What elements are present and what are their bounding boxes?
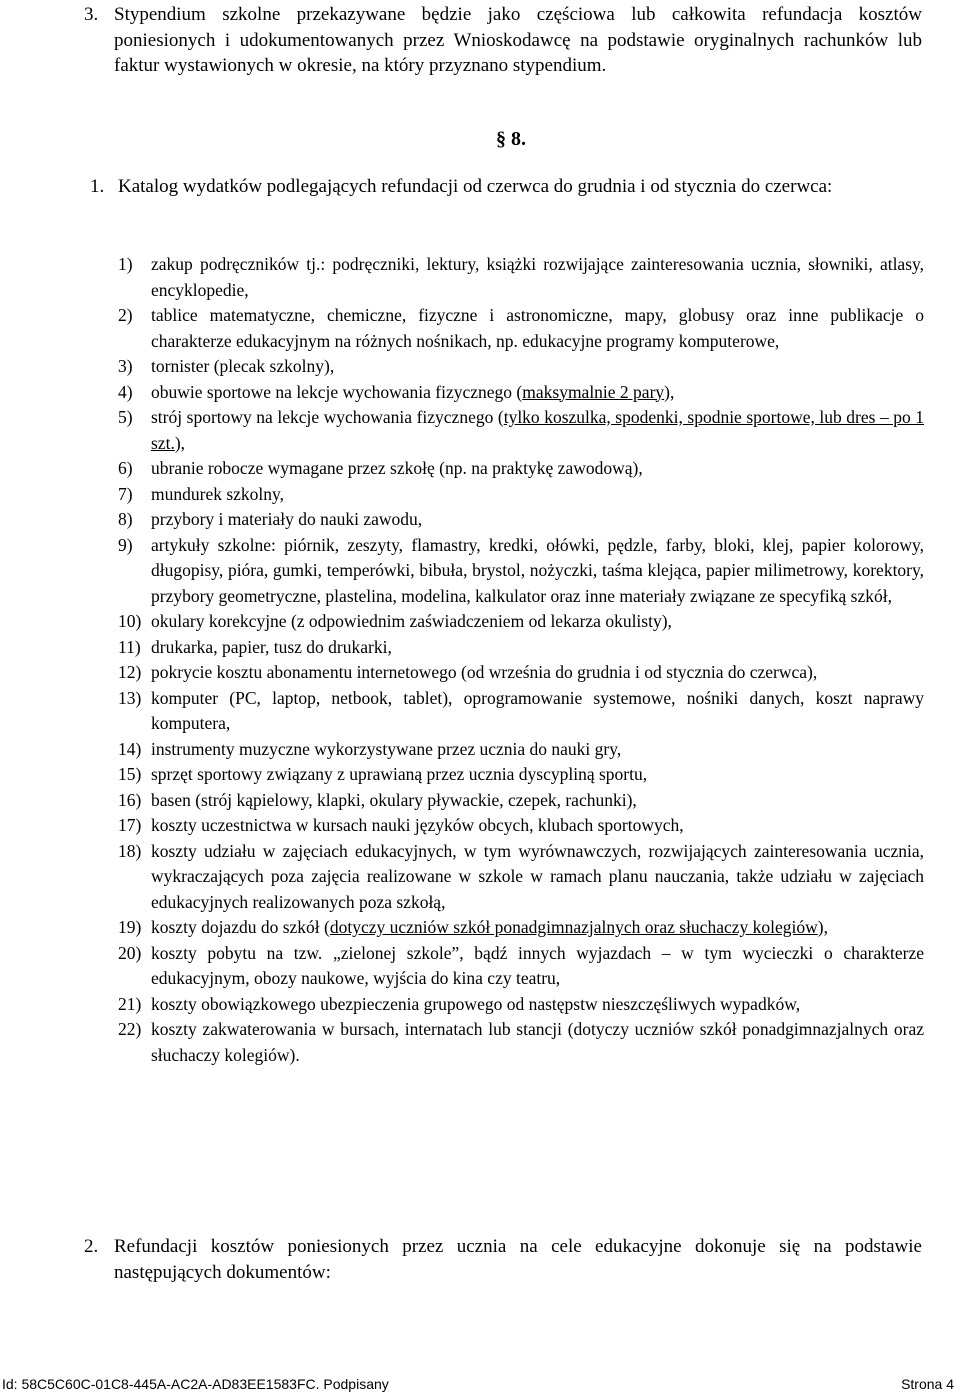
list-item	[118, 405, 924, 456]
list-item-number: 9)	[118, 534, 133, 555]
list-item	[118, 762, 924, 788]
list-item-number: 21)	[118, 993, 142, 1014]
list-item	[118, 839, 924, 916]
list-item	[118, 686, 924, 737]
list-item-number: 4)	[118, 381, 133, 402]
section-heading-label: § 8.	[496, 128, 526, 150]
list-item	[118, 354, 924, 380]
list-item-text: sprzęt sportowy związany z uprawianą przez ucznia dyscypliną sportu,	[151, 764, 648, 784]
list-item	[118, 788, 924, 814]
document-id: Id: 58C5C60C-01C8-445A-AC2A-AD83EE1583FC. Podpisany	[2, 1376, 389, 1392]
list-item	[118, 737, 924, 763]
list-item-text: koszty dojazdu do szkół (	[151, 917, 330, 937]
list-item-text: drukarka, papier, tusz do drukarki,	[151, 636, 392, 657]
list-item-text: koszty zakwaterowania w bursach, internatach lub stancji (dotyczy uczniów szkół ponadgimnazjalnych oraz słuchaczy kolegiów).	[151, 1019, 924, 1065]
list-item	[118, 915, 924, 941]
list-item	[118, 941, 924, 992]
list-item	[118, 813, 924, 839]
list-item-number: 1)	[118, 254, 133, 274]
list-item-number: 10)	[118, 611, 142, 631]
list-item-number: 3)	[118, 356, 133, 376]
list-item-text: pokrycie kosztu abonamentu internetowego (od września do grudnia i od stycznia do czerwca),	[151, 662, 818, 682]
list-item	[118, 252, 924, 303]
para-3-text: Stypendium szkolne przekazywane będzie jako częściowa lub całkowita refundacja kosztów poniesionych i udokumentowanych przez Wnioskodawcę na podstawie oryginalnych rachunków lub faktur wystawionych w okresie, na który przyznano stypendium.	[114, 4, 922, 76]
list-item-number: 7)	[118, 483, 133, 504]
list-item-number: 18)	[118, 840, 142, 861]
list-item	[118, 507, 924, 533]
list-item-text: basen (strój kąpielowy, klapki, okulary pływackie, czepek, rachunki),	[151, 789, 637, 810]
list-item-text: instrumenty muzyczne wykorzystywane przez ucznia do nauki gry,	[151, 738, 622, 759]
list-item-text: artykuły szkolne: piórnik, zeszyty, flamastry, kredki, ołówki, pędzle, farby, bloki, klej, papier kolorowy, długopisy, pióra, gumki, temperówki, bibuła, brystol, nożyczki, taśma klejąca, papier milimetrowy, korektory, przybory geometryczne, plastelina, modelina, kalkulator oraz inne materiały związane ze specyfiką szkół,	[151, 534, 924, 606]
item-2-text: Refundacji kosztów poniesionych przez ucznia na cele edukacyjne dokonuje się na podstawie następujących dokumentów:	[114, 1236, 922, 1283]
list-item-number: 8)	[118, 509, 133, 529]
list-item-text: przybory i materiały do nauki zawodu,	[151, 509, 423, 529]
list-item	[118, 303, 924, 354]
list-item	[118, 482, 924, 508]
list-item-number: 20)	[118, 942, 142, 963]
list-item-text: tablice matematyczne, chemiczne, fizyczne i astronomiczne, mapy, globusy oraz inne publikacje o charakterze edukacyjnym na różnych nośnikach, np. edukacyjne programy komputerowe,	[151, 305, 924, 351]
list-item-number: 13)	[118, 687, 142, 708]
list-item-text: ),	[174, 432, 186, 453]
list-item	[118, 380, 924, 406]
list-item	[118, 456, 924, 482]
item-1-text: Katalog wydatków podlegających refundacji od czerwca do grudnia i od stycznia do czerwca:	[118, 176, 833, 197]
list-item-text: koszty udziału w zajęciach edukacyjnych, w tym wyrównawczych, rozwijających zainteresowania ucznia, wykraczających poza zajęcia realizowane w szkole w ramach planu nauczania, także udziału w zajęciach edukacyjnych realizowanych poza szkołą,	[151, 840, 924, 912]
list-item-number: 5)	[118, 407, 133, 427]
list-item-number: 22)	[118, 1019, 142, 1039]
section-heading	[0, 128, 960, 151]
list-item-number: 11)	[118, 636, 141, 657]
list-item-text: ),	[817, 917, 828, 937]
list-item-text: strój sportowy na lekcje wychowania fizycznego (	[151, 407, 504, 427]
list-item-text: tornister (plecak szkolny),	[151, 356, 335, 376]
list-item	[118, 635, 924, 661]
item-2-number: 2.	[84, 1236, 99, 1257]
underlined-text: tylko koszulka, spodenki, spodnie sportowe, lub dres – po 1 szt.	[151, 407, 924, 453]
para-3-number: 3.	[84, 4, 99, 25]
expense-list	[118, 252, 924, 1068]
list-item-number: 19)	[118, 917, 142, 937]
item-1-number: 1.	[90, 176, 105, 197]
list-item-number: 16)	[118, 789, 142, 810]
underlined-text: dotyczy uczniów szkół ponadgimnazjalnych oraz słuchaczy kolegiów	[329, 917, 818, 937]
list-item	[118, 992, 924, 1018]
list-item-text: zakup podręczników tj.: podręczniki, lektury, książki rozwijające zainteresowania ucznia, słowniki, atlasy, encyklopedie,	[151, 254, 924, 300]
list-item-number: 2)	[118, 305, 133, 325]
list-item-text: koszty pobytu na tzw. „zielonej szkole”, bądź innych wyjazdach – w tym wycieczki o charakterze edukacyjnym, obozy naukowe, wyjścia do kina czy teatru,	[151, 942, 924, 988]
list-item	[118, 533, 924, 610]
list-item-number: 17)	[118, 815, 142, 835]
list-item-text: mundurek szkolny,	[151, 483, 285, 504]
list-item	[118, 1017, 924, 1068]
list-item-text: okulary korekcyjne (z odpowiednim zaświadczeniem od lekarza okulisty),	[151, 611, 672, 631]
list-item-text: ubranie robocze wymagane przez szkołę (np. na praktykę zawodową),	[151, 458, 643, 478]
list-item-text: koszty uczestnictwa w kursach nauki języków obcych, klubach sportowych,	[151, 815, 684, 835]
list-item-number: 12)	[118, 662, 142, 682]
list-item-text: obuwie sportowe na lekcje wychowania fizycznego (	[151, 381, 523, 402]
list-item-number: 14)	[118, 738, 142, 759]
page-number: Strona 4	[901, 1376, 954, 1392]
list-item-text: komputer (PC, laptop, netbook, tablet), oprogramowanie systemowe, nośniki danych, koszt naprawy komputera,	[151, 687, 924, 733]
list-item-text: ),	[664, 381, 675, 402]
list-item	[118, 609, 924, 635]
underlined-text: maksymalnie 2 pary	[522, 381, 665, 402]
list-item-number: 15)	[118, 764, 142, 784]
list-item-number: 6)	[118, 458, 133, 478]
list-item	[118, 660, 924, 686]
list-item-text: koszty obowiązkowego ubezpieczenia grupowego od następstw nieszczęśliwych wypadków,	[151, 993, 801, 1014]
